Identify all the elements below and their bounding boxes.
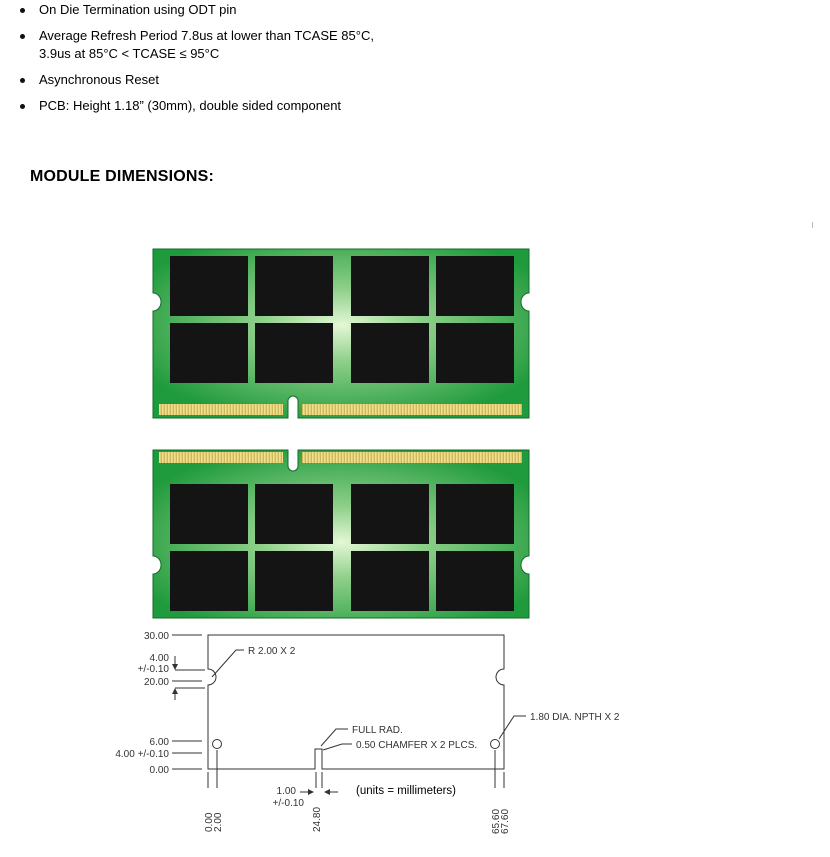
dim-label-notch-tolerance: +/-0.10 [272,798,304,809]
dim-label-30: 30.00 [143,631,169,642]
feature-text: On Die Termination using ODT pin [39,2,237,17]
dim-label-x67: 67.60 [500,808,511,834]
feature-text: PCB: Height 1.18” (30mm), double sided component [39,98,342,113]
mounting-hole [491,740,500,749]
section-heading: MODULE DIMENSIONS: [30,168,215,185]
callout-hole: 1.80 DIA. NPTH X 2 [530,712,620,723]
dim-label-0: 0.00 [149,765,169,776]
units-note: (units = millimeters) [356,785,457,797]
dim-label-4: 4.00 [149,653,169,664]
feature-text: Average Refresh Period 7.8us at lower than TCASE 85°C, [39,28,374,43]
feature-text: Asynchronous Reset [39,72,159,87]
dim-label-x65: 65.60 [491,808,502,834]
callout-radius: R 2.00 X 2 [248,646,296,657]
dim-label-x0: 0.00 [204,812,215,832]
dim-label-x24: 24.80 [312,806,323,832]
callout-chamfer: 0.50 CHAMFER X 2 PLCS. [356,740,478,751]
dim-label-4-tolerance: +/-0.10 [137,664,169,675]
dim-label-6: 6.00 [149,737,169,748]
dim-label-notch: 1.00 [276,786,296,797]
dim-label-4b: 4.00 +/-0.10 [115,749,169,760]
callout-full-rad: FULL RAD. [352,725,403,736]
mounting-hole [213,740,222,749]
feature-text-continued: 3.9us at 85°C < TCASE ≤ 95°C [39,46,220,61]
dim-label-x2: 2.00 [213,812,224,832]
dim-label-20: 20.00 [143,677,169,688]
